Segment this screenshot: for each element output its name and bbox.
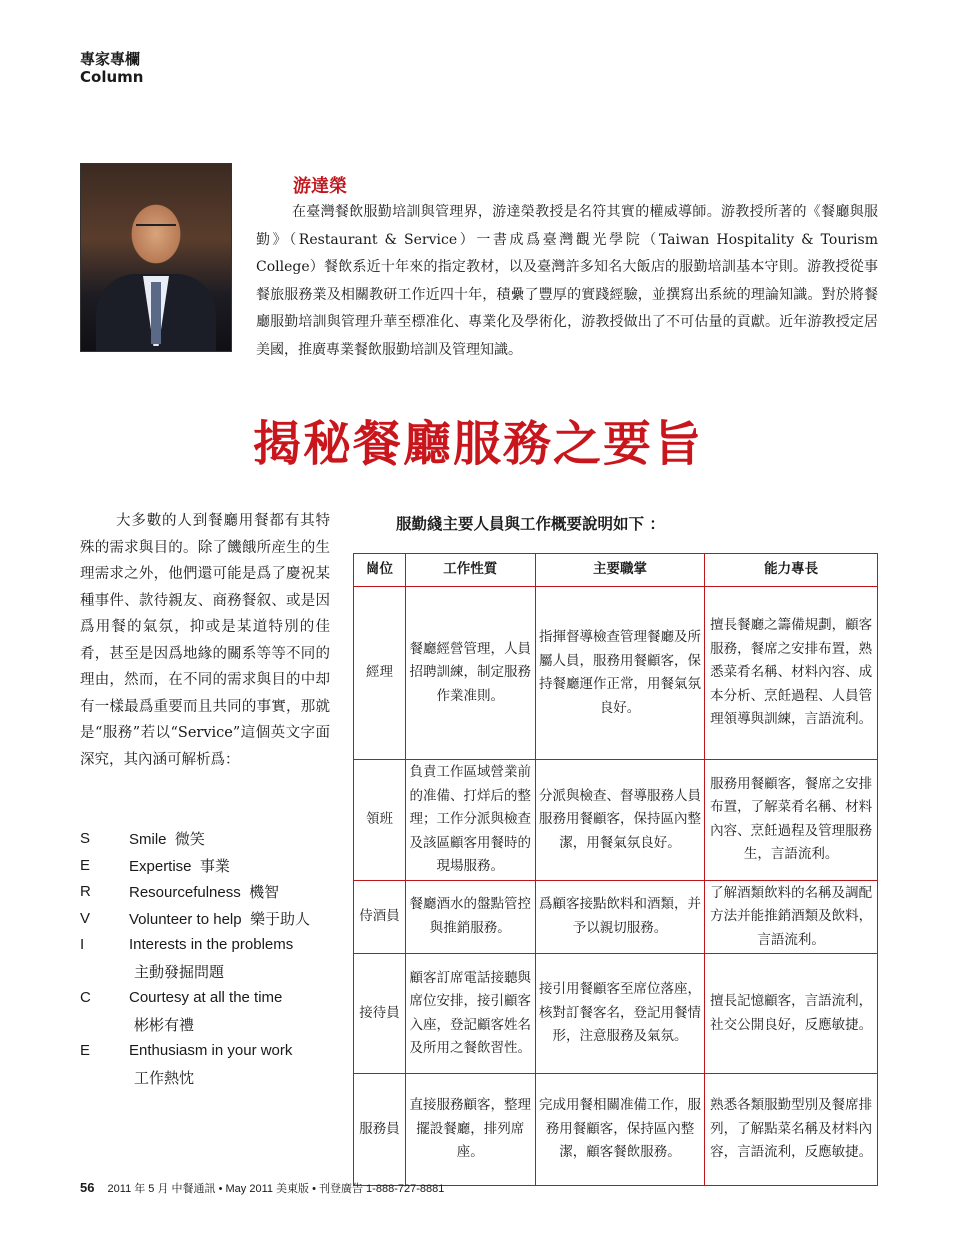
- section-header: [80, 50, 143, 86]
- service-zh: 彬彬有禮: [134, 1015, 195, 1034]
- table-cell: 完成用餐相關准備工作，服務用餐顧客，保持區內整潔，顧客餐飲服務。: [535, 1074, 705, 1186]
- table-cell: 擅長記憶顧客，言語流利，社交公開良好，反應敏捷。: [705, 954, 878, 1074]
- table-cell: 了解酒類飲料的名稱及調配方法并能推銷酒類及飲料，言語流利。: [705, 880, 878, 954]
- service-word: Interests in the problems: [129, 936, 294, 953]
- service-item: [80, 985, 350, 1012]
- table-cell: 經理: [354, 587, 406, 760]
- service-letter: E: [80, 1042, 91, 1059]
- intro-paragraph: 大多數的人到餐廳用餐都有其特殊的需求與目的。除了饑餓所産生的生理需求之外，他們還可能是爲了慶祝某種事件、款待親友、商務餐叙、或是因爲用餐的氣氛，抑或是某道特別的佳肴，甚至是因爲地緣的關系等等不同的理由，然而，在不同的需求與目的中却有一樣最爲重要而且共同的事實，那就是“服務”若以“Service”這個英文字面深究，其內涵可解析爲：: [80, 513, 330, 768]
- service-zh: 機智: [249, 883, 280, 901]
- table-header: 主要職掌: [535, 554, 705, 587]
- service-item-zh: [80, 959, 350, 986]
- service-zh: 微笑: [174, 830, 205, 848]
- table-row: [354, 1074, 878, 1186]
- service-item: [80, 906, 350, 933]
- service-item-zh: [80, 1065, 350, 1092]
- table-cell: 接待員: [354, 954, 406, 1074]
- service-letter: I: [80, 936, 85, 953]
- service-zh: 工作熱忱: [134, 1068, 195, 1087]
- service-word: Volunteer to help: [129, 910, 242, 928]
- table-cell: 爲顧客接點飲料和酒類，并予以親切服務。: [535, 880, 705, 954]
- table-cell: 擅長餐廳之籌備規劃，顧客服務，餐席之安排布置，熟悉菜肴名稱、材料內容、成本分析、烹飪過程、人員管理領導與訓練，言語流利。: [705, 587, 878, 760]
- table-cell: 侍酒員: [354, 880, 406, 954]
- service-word: Expertise: [129, 857, 192, 875]
- table-cell: 餐廳酒水的盤點管控與推銷服務。: [405, 880, 535, 954]
- service-zh: 主動發掘問題: [134, 962, 225, 981]
- table-header: 工作性質: [405, 554, 535, 587]
- service-item: [80, 826, 350, 853]
- table-row: [354, 760, 878, 881]
- table-cell: 餐廳經營管理，人員招聘訓練，制定服務作業准則。: [405, 587, 535, 760]
- service-letter: E: [80, 856, 91, 874]
- service-item: [80, 1038, 350, 1065]
- service-item-zh: [80, 1012, 350, 1039]
- table-header: 能力專長: [705, 554, 878, 587]
- table-row: [354, 954, 878, 1074]
- table-cell: 分派與檢查、督導服務人員服務用餐顧客，保持區內整潔，用餐氣氛良好。: [535, 760, 705, 881]
- service-letter: V: [80, 909, 91, 927]
- table-cell: 負責工作區域營業前的准備、打烊后的整理；工作分派與檢查及該區顧客用餐時的現場服務。: [405, 760, 535, 881]
- service-item: [80, 879, 350, 906]
- footer-text: 2011 年 5 月 中餐通訊 • May 2011 美東版 • 刊登廣告 1-888-727-8881: [107, 1183, 445, 1195]
- author-photo: [80, 163, 232, 352]
- table-cell: 直接服務顧客，整理擺設餐廳，排列席座。: [405, 1074, 535, 1186]
- service-zh: 事業: [199, 856, 230, 875]
- article-headline: 揭秘餐廳服務之要旨: [252, 416, 703, 472]
- author-name: 游達榮: [293, 176, 347, 197]
- table-cell: 熟悉各類服勤型別及餐席排列，了解點菜名稱及材料內容，言語流利，反應敏捷。: [705, 1074, 878, 1186]
- section-label-zh: 專家專欄: [80, 50, 141, 68]
- service-word: Smile: [129, 831, 167, 848]
- service-zh: 樂于助人: [249, 909, 310, 928]
- service-letter: S: [80, 830, 91, 847]
- table-cell: 指揮督導檢查管理餐廳及所屬人員，服務用餐顧客，保持餐廳運作正常，用餐氣氛良好。: [535, 587, 705, 760]
- table-header: 崗位: [354, 554, 406, 587]
- author-bio: 在臺灣餐飲服勤培訓與管理界，游達榮教授是名符其實的權威導師。游教授所著的《餐廳與服勤》（Restaurant & Service）一書成爲臺灣觀光學院（Taiwan Hospitality & Tourism College）餐飲系近十年來的指定教材，以及臺灣許多知名大飯店的服勤培訓基本守則。游教授從事餐旅服務業及相關教研工作近四十年，積纍了豐厚的實踐經驗，並撰寫出系統的理論知識。對於將餐廳服勤培訓與管理升華至標准化、專業化及學術化，游教授做出了不可估量的貢獻。近年游教授定居美國，推廣專業餐飲服勤培訓及管理知識。: [256, 204, 878, 358]
- page-number: 56: [80, 1180, 95, 1195]
- service-word: Resourcefulness: [129, 884, 241, 901]
- table-cell: 服務員: [354, 1074, 406, 1186]
- table-header-row: [354, 554, 878, 587]
- table-cell: 顧客訂席電話接聽與席位安排，接引顧客入座，登記顧客姓名及所用之餐飲習性。: [405, 954, 535, 1074]
- service-word: Enthusiasm in your work: [129, 1042, 293, 1059]
- page-footer: [80, 1180, 444, 1196]
- service-acronym-list: [80, 826, 350, 1091]
- service-item: [80, 853, 350, 880]
- table-row: [354, 587, 878, 760]
- service-letter: C: [80, 989, 91, 1006]
- section-label-en: Column: [80, 68, 144, 86]
- table-title: 服勤綫主要人員與工作概要說明如下 ：: [396, 515, 665, 533]
- service-item: [80, 932, 350, 959]
- staff-duty-table: [353, 553, 878, 1186]
- service-letter: R: [80, 883, 91, 900]
- table-cell: 服務用餐顧客，餐席之安排布置，了解菜肴名稱、材料內容、烹飪過程及管理服務生，言語流利。: [705, 760, 878, 881]
- table-row: [354, 880, 878, 954]
- table-cell: 領班: [354, 760, 406, 881]
- table-cell: 接引用餐顧客至席位落座，核對訂餐客名，登記用餐情形，注意服務及氣氛。: [535, 954, 705, 1074]
- service-word: Courtesy at all the time: [129, 989, 283, 1006]
